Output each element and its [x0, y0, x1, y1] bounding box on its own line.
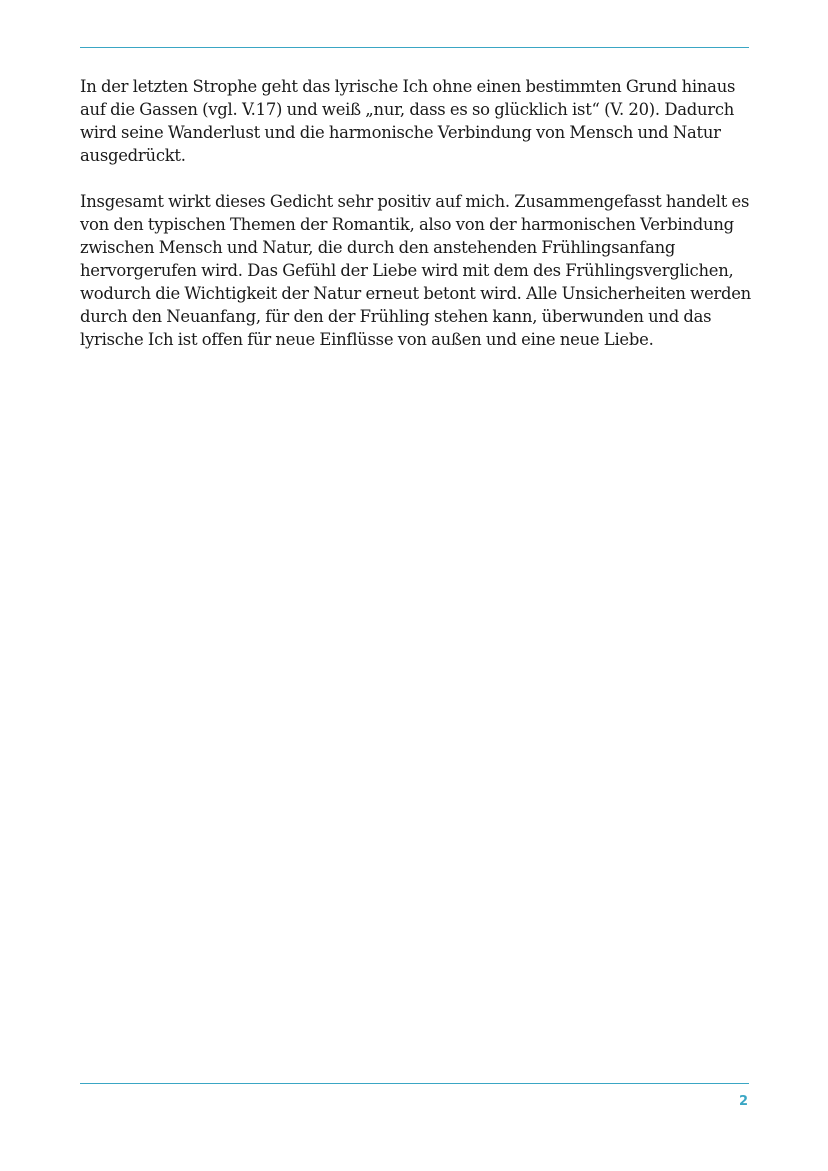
document-body	[80, 75, 752, 374]
paragraph-1: In der letzten Strophe geht das lyrische Ich ohne einen bestimmten Grund hinaus auf die Gassen (vgl. V.17) und weiß „nur, dass es so glücklich ist“ (V. 20). Dadurch wird seine Wanderlust und die harmonische Verbindung von Mensch und Natur ausgedrückt.	[80, 77, 736, 165]
footer-rule	[80, 1083, 749, 1084]
header-rule	[80, 47, 749, 48]
paragraph-2: Insgesamt wirkt dieses Gedicht sehr positiv auf mich. Zusammengefasst handelt es von den typischen Themen der Romantik, also von der harmonischen Verbindung zwischen Mensch und Natur, die durch den anstehenden Frühlingsanfang hervorgerufen wird. Das Gefühl der Liebe wird mit dem des Frühlingsverglichen, wodurch die Wichtigkeit der Natur erneut betont wird. Alle Unsicherheiten werden durch den Neuanfang, für den der Frühling stehen kann, überwunden und das lyrische Ich ist offen für neue Einflüsse von außen und eine neue Liebe.	[80, 192, 751, 349]
page-number: 2	[738, 1094, 748, 1109]
